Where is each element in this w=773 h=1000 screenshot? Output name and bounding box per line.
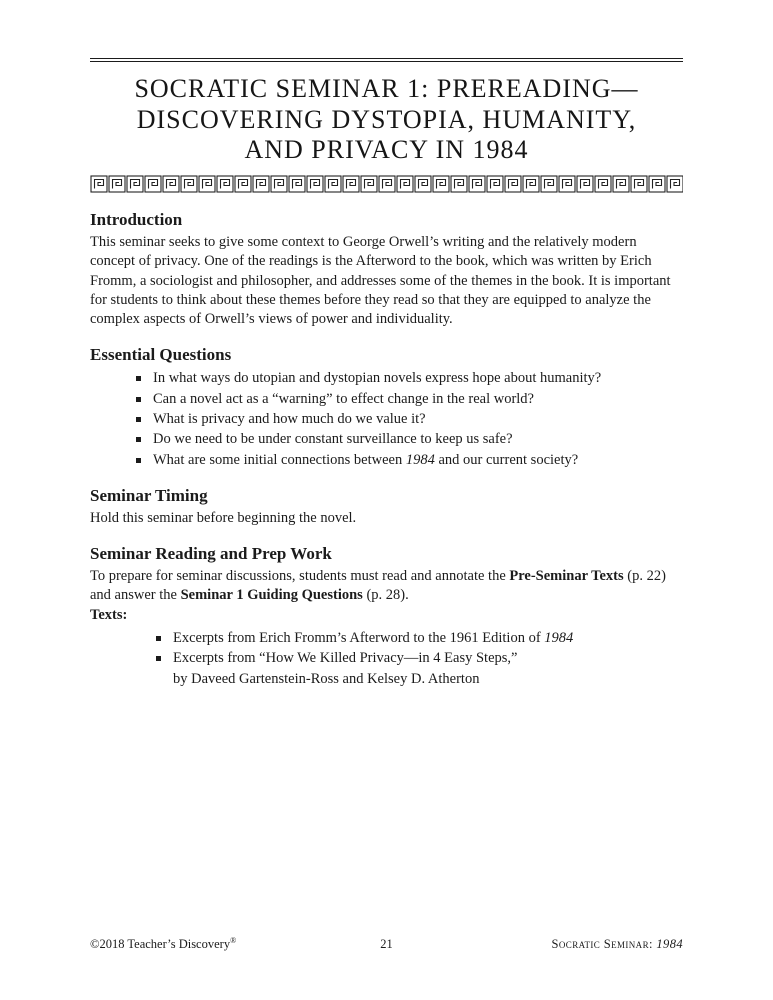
title-line-2: DISCOVERING DYSTOPIA, HUMANITY, xyxy=(136,104,637,134)
list-item-text: In what ways do utopian and dystopian novels express hope about humanity? xyxy=(153,370,602,387)
pre-seminar-texts-bold: Pre-Seminar Texts xyxy=(509,568,624,585)
list-item-text xyxy=(173,648,517,689)
square-bullet-icon xyxy=(136,376,141,381)
footer-book-label xyxy=(393,937,683,952)
book-title-1984: 1984 xyxy=(544,630,574,647)
seminar-timing-paragraph: Hold this seminar before beginning the novel. xyxy=(90,509,357,526)
registered-mark: ® xyxy=(230,935,237,945)
book-title-1984: 1984 xyxy=(405,451,435,468)
text-fragment: and our current society? xyxy=(434,451,579,468)
text-fragment: Excerpts from “How We Killed Privacy—in 4 Easy Steps,” xyxy=(173,650,518,667)
text-fragment: (p. 28). xyxy=(362,587,409,604)
section-essential-questions xyxy=(90,345,683,469)
introduction-heading: Introduction xyxy=(90,210,183,230)
list-item xyxy=(156,628,683,648)
text-fragment: ©2018 Teacher’s Discovery xyxy=(90,937,231,951)
footer-copyright xyxy=(90,936,380,952)
list-item xyxy=(156,648,683,689)
list-item xyxy=(136,389,683,409)
section-introduction xyxy=(90,210,683,329)
book-title-1984: 1984 xyxy=(656,937,683,951)
top-double-rule xyxy=(90,58,683,62)
text-fragment: Excerpts from Erich Fromm’s Afterword to the 1961 Edition of xyxy=(173,630,545,647)
text-fragment-continuation: by Daveed Gartenstein-Ross and Kelsey D. Atherton xyxy=(173,670,480,687)
prep-work-paragraph xyxy=(90,567,683,606)
list-item xyxy=(136,450,683,470)
title-line-3: AND PRIVACY IN 1984 xyxy=(244,135,529,165)
texts-label: Texts: xyxy=(90,606,128,623)
square-bullet-icon xyxy=(136,397,141,402)
section-seminar-timing xyxy=(90,486,683,528)
square-bullet-icon xyxy=(156,636,161,641)
text-fragment: Socratic Seminar: xyxy=(551,937,657,951)
page-title xyxy=(90,74,683,166)
list-item xyxy=(136,409,683,429)
essential-questions-heading: Essential Questions xyxy=(90,345,232,365)
essential-questions-list xyxy=(90,368,683,469)
texts-list xyxy=(90,628,683,689)
list-item-text xyxy=(153,450,578,470)
square-bullet-icon xyxy=(136,458,141,463)
list-item xyxy=(136,429,683,449)
square-bullet-icon xyxy=(136,437,141,442)
text-fragment: What are some initial connections between xyxy=(153,451,406,468)
text-fragment: To prepare for seminar discussions, students must read and annotate the xyxy=(90,568,510,585)
list-item-text: Do we need to be under constant surveillance to keep us safe? xyxy=(153,431,513,448)
title-line-1: SOCRATIC SEMINAR 1: PREREADING— xyxy=(134,74,639,103)
list-item-text xyxy=(173,628,573,648)
list-item xyxy=(136,368,683,388)
list-item-text: Can a novel act as a “warning” to effect change in the real world? xyxy=(153,390,534,407)
square-bullet-icon xyxy=(156,656,161,661)
introduction-paragraph: This seminar seeks to give some context to George Orwell’s writing and the relatively modern concept of privacy. One of the readings is the Afterword to the book, which was written by Erich Fromm, a sociologist and philosopher, and addresses some of the themes in the book. It is important for students to think about these themes before they read so that they are equipped to analyze the complex aspects of Orwell’s views of power and individuality. xyxy=(90,234,671,328)
section-prep-work xyxy=(90,544,683,689)
guiding-questions-bold: Seminar 1 Guiding Questions xyxy=(180,587,363,604)
text-fragment: (p. 22) and answer the xyxy=(90,568,666,604)
page-number: 21 xyxy=(380,937,393,951)
page-footer xyxy=(90,936,683,952)
list-item-text: What is privacy and how much do we value it? xyxy=(153,411,426,428)
greek-key-border-icon xyxy=(90,174,683,194)
seminar-timing-heading: Seminar Timing xyxy=(90,485,208,505)
prep-work-heading: Seminar Reading and Prep Work xyxy=(90,544,332,564)
square-bullet-icon xyxy=(136,417,141,422)
